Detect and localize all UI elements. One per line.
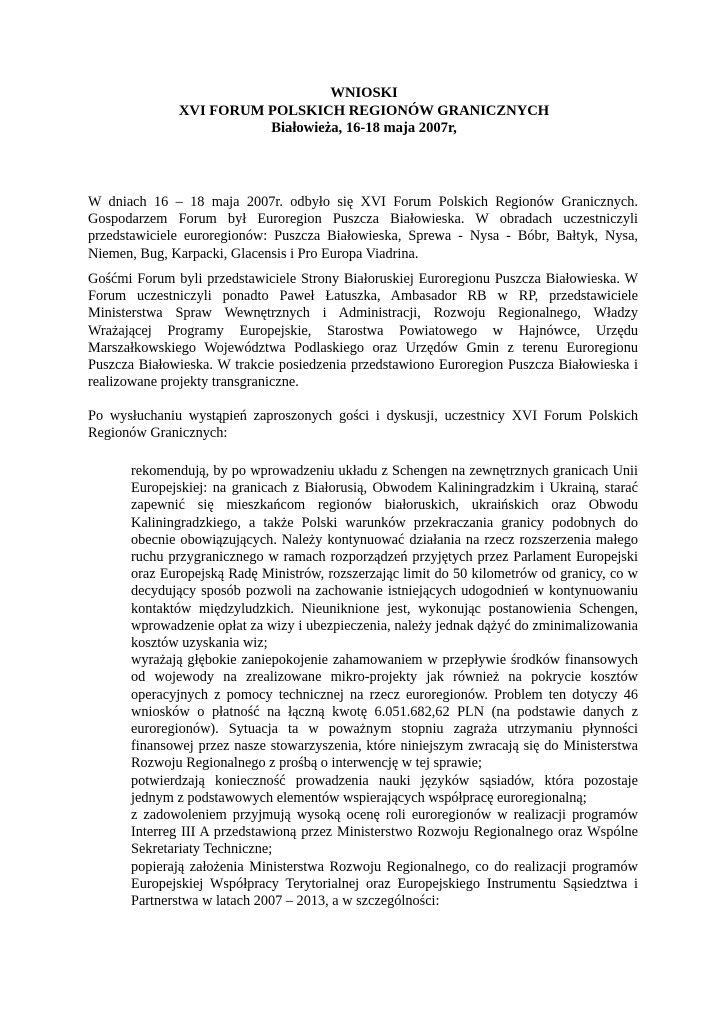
list-item: wyrażają głębokie zaniepokojenie zahamowaniem w przepływie środków finansowych od wojewody na zrealizowane mikro-projekty jak również na pokrycie kosztów operacyjnych z pomocy technicznej na rzecz euroregionów. Problem ten dotyczy 46 wniosków o płatność na łączną kwotę 6.051.682,62 PLN (na podstawie danych z euroregionów). Sytuacja ta w poważnym stopniu zagraża utrzymaniu płynności finansowej przez nasze stowarzyszenia, które niniejszym zwracają się do Ministerstwa Rozwoju Regionalnego z prośbą o interwencję w tej sprawie; (131, 652, 638, 772)
guests-paragraph: Gośćmi Forum byli przedstawiciele Strony Białoruskiej Euroregionu Puszcza Białowieska. W Forum uczestniczyli ponadto Paweł Łatuszka, Ambasador RB w RP, przedstawiciele Ministerstwa Spraw Wewnętrznych i Administracji, Rozwoju Regionalnego, Władzy Wrażającej Programy Europejskie, Starostwa Powiatowego w Hajnówce, Urzędu Marszałkowskiego Województwa Podlaskiego oraz Urzędów Gmin z terenu Euroregionu Puszcza Białowieska. W trakcie posiedzenia przedstawiono Euroregion Puszcza Białowieska i realizowane projekty transgraniczne. (88, 271, 638, 391)
intro-paragraph: W dniach 16 – 18 maja 2007r. odbyło się XVI Forum Polskich Regionów Granicznych. Gospodarzem Forum był Euroregion Puszcza Białowieska. W obradach uczestniczyli przedstawiciele euroregionów: Puszcza Białowieska, Sprewa - Nysa - Bóbr, Bałtyk, Nysa, Niemen, Bug, Karpacki, Glacensis i Pro Europa Viadrina. (88, 194, 638, 262)
document-title: WNIOSKI (330, 85, 398, 101)
document-header (88, 85, 640, 138)
forum-name: XVI FORUM POLSKICH REGIONÓW GRANICZNYCH (178, 102, 550, 119)
list-item: potwierdzają konieczność prowadzenia nauki języków sąsiadów, która pozostaje jednym z podstawowych elementów wspierających współpracę euroregionalną; (131, 772, 638, 806)
list-item: z zadowoleniem przyjmują wysoką ocenę roli euroregionów w realizacji programów Interreg III A przedstawioną przez Ministerstwo Rozwoju Regionalnego oraz Wspólne Sekretariaty Techniczne; (131, 807, 638, 858)
list-item: rekomendują, by po wprowadzeniu układu z Schengen na zewnętrznych granicach Unii Europejskiej: na granicach z Białorusią, Obwodem Kaliningradzkim i Ukrainą, starać zapewnić się mieszkańcom regionów białoruskich, ukraińskich oraz Obwodu Kaliningradzkiego, a także Polski warunków przekraczania granicy podobnych do obecnie obowiązujących. Należy kontynuować działania na rzecz rozszerzenia małego ruchu przygranicznego w ramach rozporządzeń przyjętych przez Parlament Europejski oraz Europejską Radę Ministrów, rozszerzając limit do 50 kilometrów od granicy, co w decydujący sposób pozwoli na zachowanie istniejących udogodnień w kontynuowaniu kontaktów międzyludzkich. Nieuniknione jest, wykonując postanowienia Schengen, wprowadzenie opłat za wizy i ubezpieczenia, należy jednak dążyć do zminimalizowania kosztów uzyskania wiz; (131, 463, 638, 652)
list-item: popierają założenia Ministerstwa Rozwoju Regionalnego, co do realizacji programów Europejskiej Współpracy Terytorialnej oraz Europejskiego Instrumentu Sąsiedztwa i Partnerstwa w latach 2007 – 2013, a w szczególności: (131, 858, 638, 910)
place-and-date: Białowieża, 16-18 maja 2007r, (271, 120, 457, 136)
conclusions-list (131, 463, 638, 910)
conclusions-lead-paragraph: Po wysłuchaniu wystąpień zaproszonych gości i dyskusji, uczestnicy XVI Forum Polskich Regionów Granicznych: (88, 408, 638, 442)
